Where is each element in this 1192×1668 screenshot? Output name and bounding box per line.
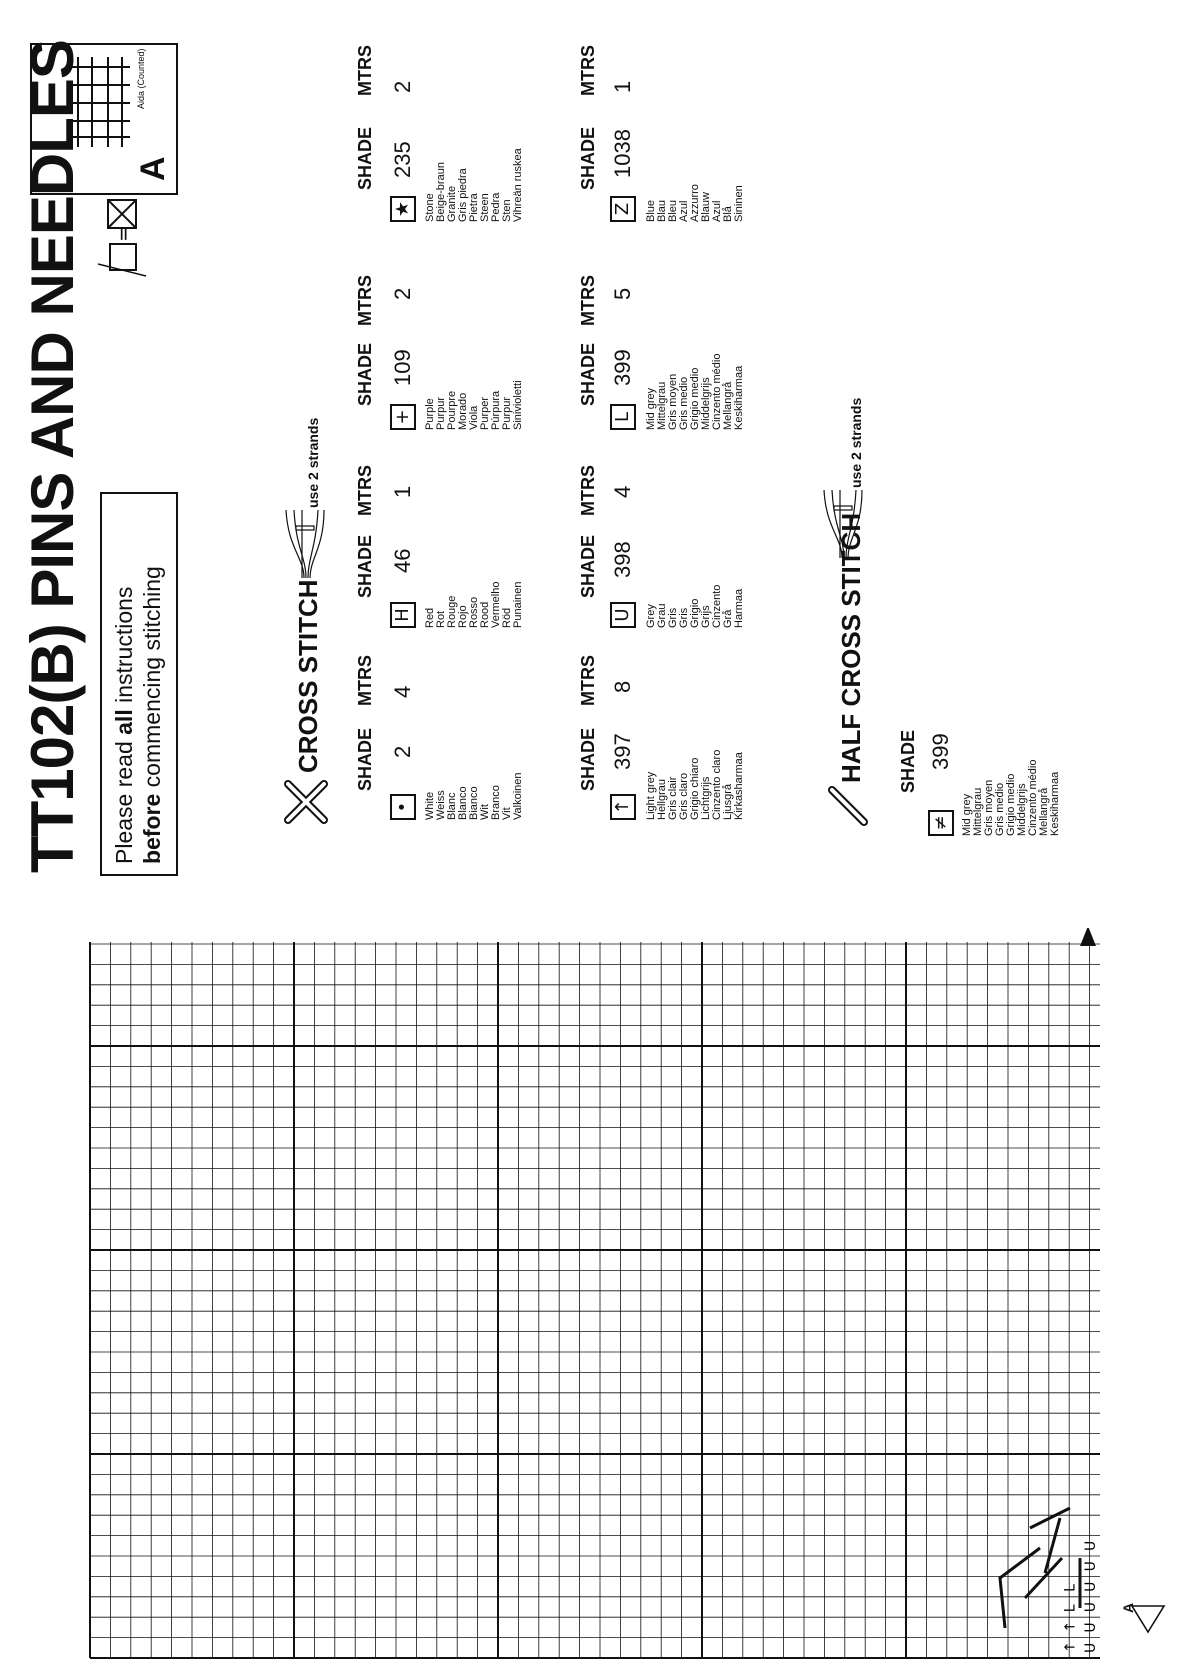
- color-names: Light grey Hellgrau Gris clair Gris claro Grigio chiaro Lichtgrijs Cinzento claro Ljusgrå Kirkasharmaa: [645, 749, 745, 820]
- shade-number: 2: [390, 745, 415, 758]
- shade-number: 397: [610, 733, 635, 770]
- color-names: Blue Blau Bleu Azul Azzurro Blauw Azul Blå Sininen: [645, 184, 745, 222]
- mtrs-header: MTRS: [578, 45, 598, 96]
- strands-note: use 2 strands: [305, 417, 321, 508]
- chart-stitch-symbol: U: [1083, 1601, 1099, 1613]
- fabric-box: [30, 43, 178, 195]
- chart-stitches: [1000, 1508, 1099, 1653]
- mtrs-value: 2: [390, 80, 415, 93]
- thread-symbol: H: [390, 602, 416, 628]
- thread-symbol: ≠: [928, 810, 954, 836]
- color-names: Red Rot Rouge Rojo Rosso Rood Vermelho Röd Punainen: [424, 581, 524, 628]
- chart-stitch-symbol: U: [1083, 1561, 1099, 1572]
- instructions-notice: [100, 492, 178, 876]
- chart-stitch-symbol: L: [1062, 1583, 1079, 1592]
- chart-stitch-symbol: ↑: [1062, 1620, 1079, 1633]
- shade-header: SHADE: [578, 727, 598, 791]
- shade-header: SHADE: [355, 126, 375, 190]
- mtrs-value: 5: [610, 287, 635, 300]
- color-names: Mid grey Mittelgrau Gris moyen Gris medio Grigio medio Middelgrijs Cinzento médio Mellangrå Keskiharmaa: [961, 759, 1061, 836]
- half-cross-stitch-icon: [826, 784, 870, 828]
- needle-thread-icon: [282, 508, 326, 578]
- thread-symbol: ↑: [610, 794, 636, 820]
- cross-stitch-icon: [282, 778, 330, 826]
- shade-number: 398: [610, 541, 635, 578]
- thread-symbol: Z: [610, 196, 636, 222]
- thread-symbol: ★: [390, 196, 416, 222]
- page-title: TT102(B) PINS AND NEEDLES: [19, 40, 86, 873]
- notice-text: commencing stitching: [139, 566, 165, 794]
- color-names: White Weiss Blanc Blanco Bianco Wit Branco Vit Valkoinen: [424, 772, 524, 820]
- chart-stitch-symbol: U: [1083, 1540, 1099, 1551]
- chart-stitch-symbol: U: [1083, 1622, 1099, 1633]
- shade-number: 399: [928, 733, 953, 770]
- mtrs-header: MTRS: [355, 655, 375, 706]
- mtrs-value: 4: [610, 485, 635, 498]
- aida-fabric-icon: [70, 57, 130, 147]
- mtrs-value: 8: [610, 680, 635, 693]
- needle-thread-icon: [820, 488, 864, 558]
- chart-stitch-symbol: U: [1083, 1581, 1099, 1592]
- mtrs-value: 2: [390, 287, 415, 300]
- shade-header: SHADE: [355, 534, 375, 598]
- mtrs-value: 4: [390, 685, 415, 698]
- stitch-chart: [0, 928, 1192, 1668]
- shade-number: 399: [610, 349, 635, 386]
- shade-header: SHADE: [355, 727, 375, 791]
- mtrs-header: MTRS: [578, 655, 598, 706]
- chart-arrow-marker: [1080, 928, 1096, 946]
- color-names: Mid grey Mittelgrau Gris moyen Gris medio Grigio medio Middelgrijs Cinzento médio Mellangrå Keskiharmaa: [645, 353, 745, 430]
- mtrs-header: MTRS: [578, 275, 598, 326]
- mtrs-value: 1: [610, 80, 635, 93]
- color-names: Purple Purpur Pourpre Morado Viola Purper Púrpura Purpur Sinivioletti: [424, 380, 524, 430]
- strands-note: use 2 strands: [848, 397, 864, 488]
- cross-stitch-heading: CROSS STITCH: [293, 579, 323, 773]
- mtrs-value: 1: [390, 485, 415, 498]
- chart-marker-triangle: [1128, 1602, 1168, 1636]
- notice-emphasis: all: [111, 709, 137, 735]
- shade-header: SHADE: [355, 342, 375, 406]
- thread-symbol: •: [390, 794, 416, 820]
- mtrs-header: MTRS: [355, 275, 375, 326]
- notice-text: instructions: [111, 586, 137, 710]
- chart-stitch-symbol: U: [1083, 1642, 1099, 1653]
- shade-header: SHADE: [578, 342, 598, 406]
- svg-text:=: =: [111, 225, 135, 242]
- half-cross-stitch-heading: HALF CROSS STITCH: [836, 512, 866, 783]
- chart-marker-label: A: [1120, 1602, 1136, 1613]
- shade-number: 235: [390, 141, 415, 178]
- shade-header: SHADE: [578, 126, 598, 190]
- notice-text: Please read: [111, 734, 137, 864]
- mtrs-header: MTRS: [355, 45, 375, 96]
- chart-stitch-symbol: L: [1062, 1604, 1079, 1613]
- notice-emphasis: before: [139, 793, 165, 864]
- shade-header: SHADE: [898, 729, 918, 793]
- color-names: Stone Beige-braun Granite Gris piedra Pietra Steen Pedra Sten Vihreän ruskea: [424, 148, 524, 222]
- stitch-equivalence-icon: [96, 196, 148, 278]
- color-names: Grey Grau Gris Gris Grigio Grijs Cinzento Grå Harmaa: [645, 584, 745, 628]
- mtrs-header: MTRS: [578, 465, 598, 516]
- fabric-letter: A: [134, 156, 172, 181]
- shade-header: SHADE: [578, 534, 598, 598]
- chart-grid: [90, 942, 1100, 1658]
- shade-number: 109: [390, 349, 415, 386]
- shade-number: 46: [390, 548, 415, 573]
- thread-symbol: +: [390, 404, 416, 430]
- fabric-label: Aida (Counted): [136, 48, 146, 109]
- thread-symbol: L: [610, 404, 636, 430]
- chart-stitch-symbol: ↑: [1062, 1641, 1079, 1653]
- thread-symbol: U: [610, 602, 636, 628]
- mtrs-header: MTRS: [355, 465, 375, 516]
- shade-number: 1038: [610, 129, 635, 178]
